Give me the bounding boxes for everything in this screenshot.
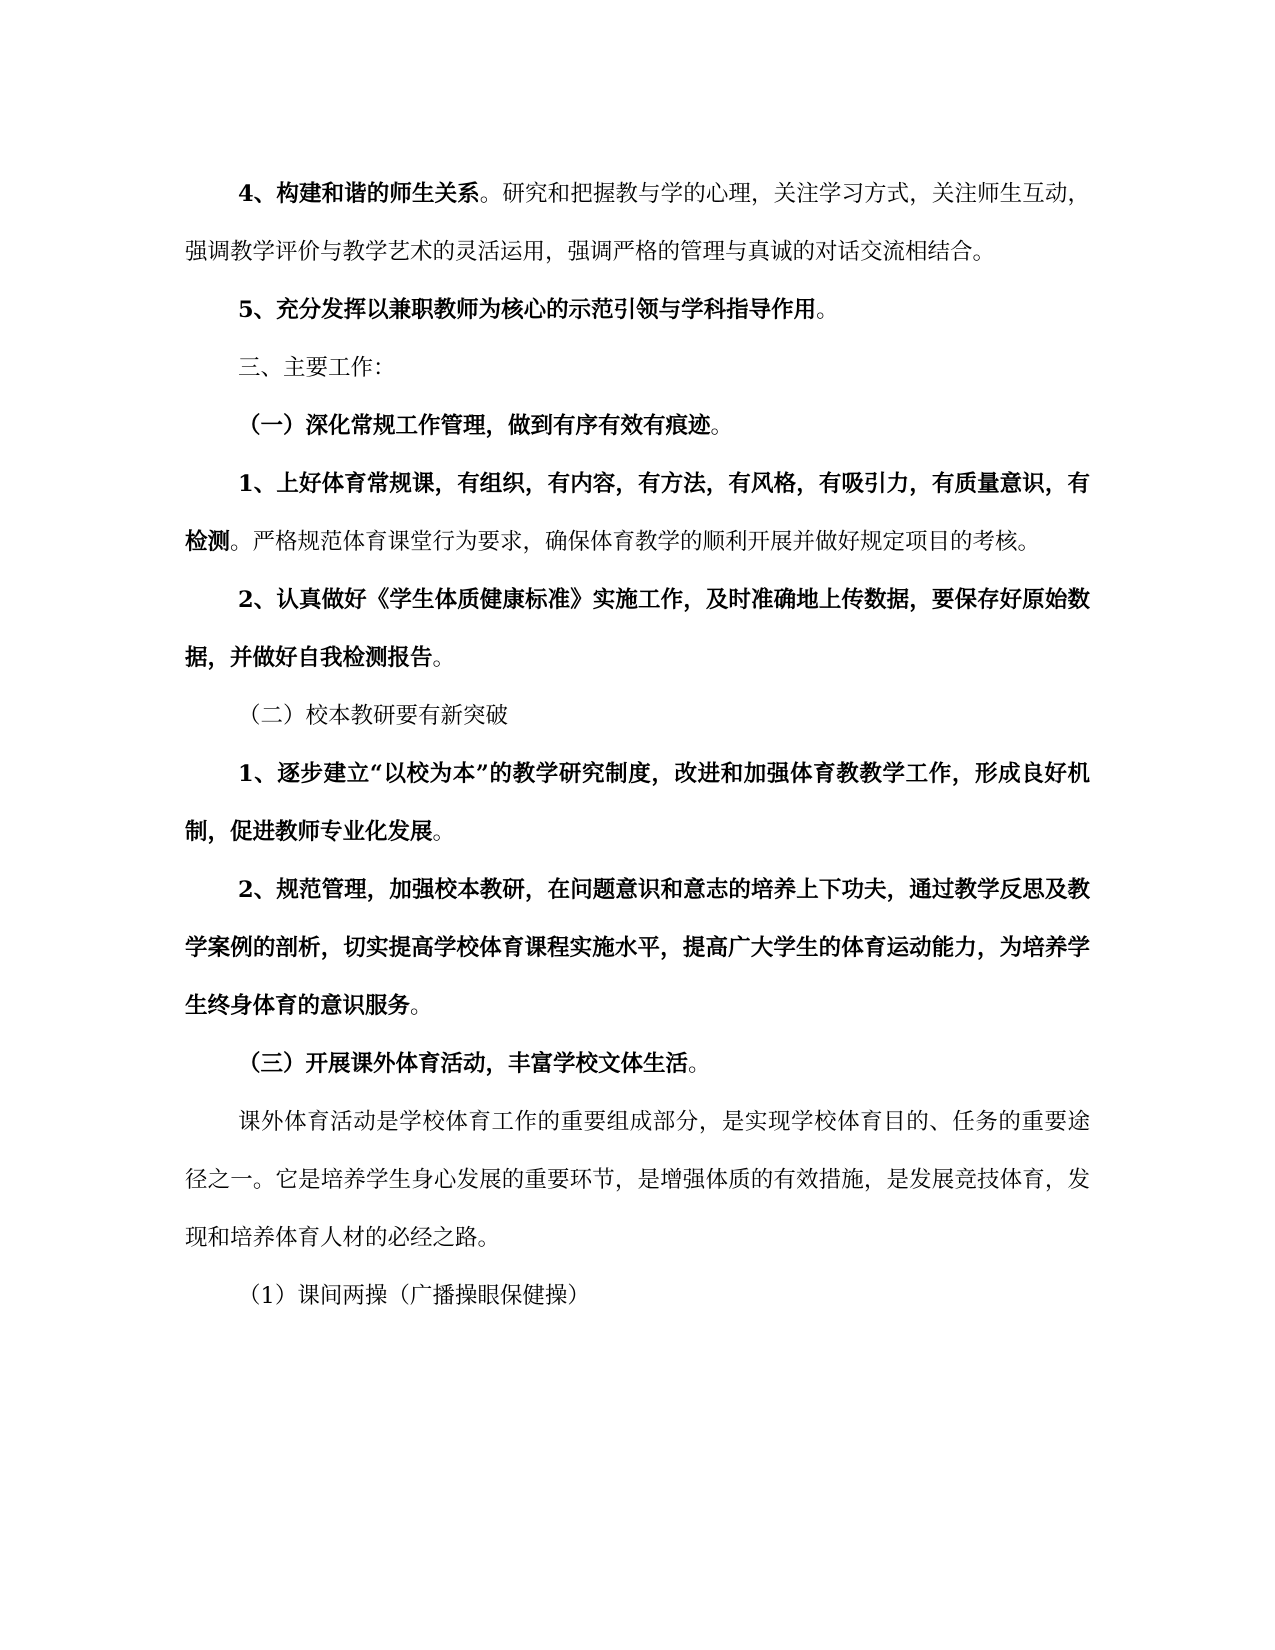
paragraph-lead-bold: 1、上好体育常规课，有组织，有内容，有方法，有风格，有吸引力，有质量意识，有检测 [185, 471, 1090, 555]
paragraph-text: 。 [816, 297, 839, 323]
section-heading-main-work: 三、主要工作： [238, 355, 396, 381]
paragraph-research-system [185, 745, 1090, 861]
paragraph-text: 。研究和把握教与学的心理，关注学习方式，关注师生互动，强调教学评价与教学艺术的灵活运用，强调严格的管理与真诚的对话交流相结合。 [185, 181, 1090, 265]
paragraph-pe-regular-class [185, 455, 1090, 571]
paragraph-lead-bold: 2、认真做好《学生体质健康标准》实施工作，及时准确地上传数据，要保存好原始数据，并做好自我检测报告 [185, 587, 1090, 671]
paragraph-text: 。 [410, 993, 433, 1019]
paragraph-text: 。 [432, 819, 456, 845]
heading-bold-text: （三）开展课外体育活动，丰富学校文体生活 [238, 1051, 689, 1077]
paragraph-standard-management [185, 861, 1090, 1035]
paragraph-part-time-teachers [185, 281, 1090, 339]
heading-bold-text: （一）深化常规工作管理，做到有序有效有痕迹 [238, 413, 711, 439]
paragraph-text: 。严格规范体育课堂行为要求，确保体育教学的顺利开展并做好规定项目的考核。 [230, 529, 1041, 555]
paragraph-lead-bold: 4、构建和谐的师生关系 [238, 181, 480, 207]
paragraph-lead-bold: 1、逐步建立“以校为本”的教学研究制度，改进和加强体育教教学工作，形成良好机制，促进教师专业化发展 [185, 761, 1090, 845]
paragraph-teacher-student-relationship [185, 165, 1090, 281]
heading-punctuation: 。 [710, 413, 734, 439]
paragraph-text: 。 [432, 645, 456, 671]
paragraph-lead-bold: 2、规范管理，加强校本教研，在问题意识和意志的培养上下功夫，通过教学反思及教学案例的剖析，切实提高学校体育课程实施水平，提高广大学生的体育运动能力，为培养学生终身体育的意识服务 [185, 877, 1090, 1019]
paragraph-health-standard [185, 571, 1090, 687]
subsection-heading-school-research: （二）校本教研要有新突破 [238, 703, 509, 729]
heading-punctuation: 。 [688, 1051, 711, 1077]
subsection-heading-routine-management [185, 397, 1090, 455]
subsection-heading-extracurricular [185, 1035, 1090, 1093]
paragraph-extracurricular-importance: 课外体育活动是学校体育工作的重要组成部分，是实现学校体育目的、任务的重要途径之一。它是培养学生身心发展的重要环节，是增强体质的有效措施，是发展竞技体育，发现和培养体育人材的必经之路。 [185, 1109, 1090, 1251]
list-item-break-exercises: （1）课间两操（广播操眼保健操） [238, 1283, 590, 1309]
paragraph-lead-bold: 5、充分发挥以兼职教师为核心的示范引领与学科指导作用 [238, 297, 817, 323]
document-body [185, 165, 1090, 1325]
